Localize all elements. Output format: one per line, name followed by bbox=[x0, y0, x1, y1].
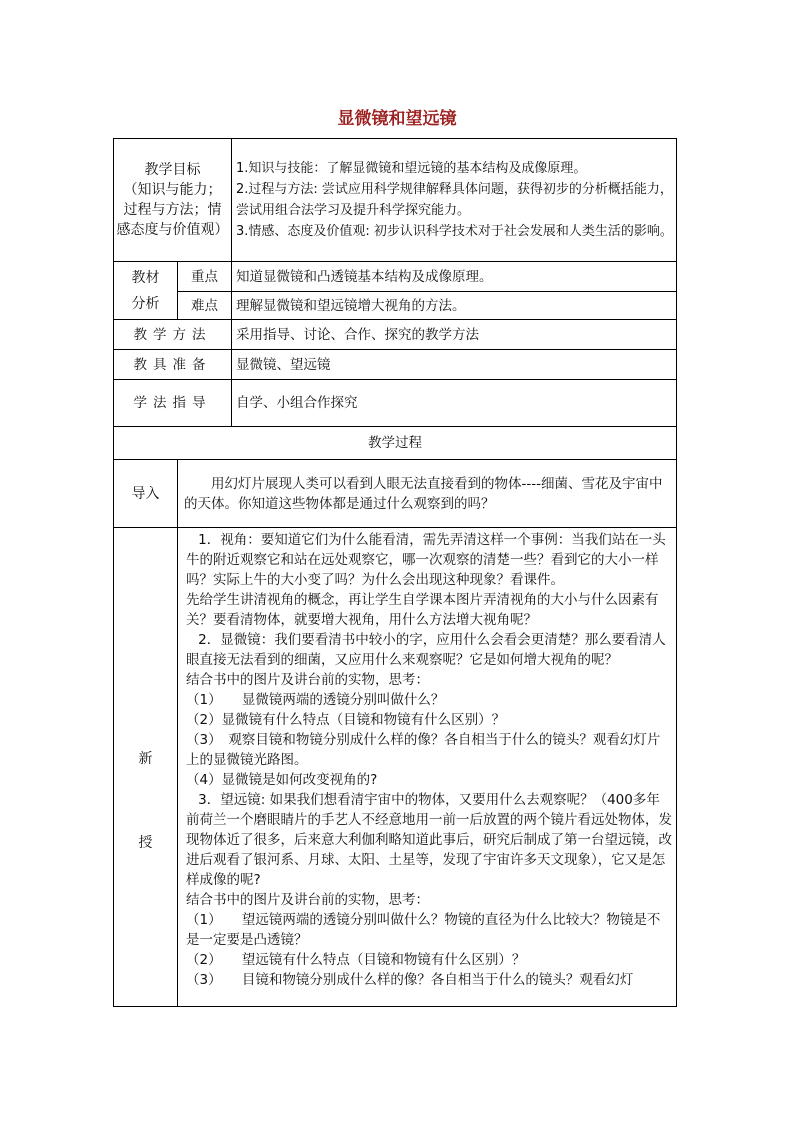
lesson-paragraph: （1） 显微镜两端的透镜分别叫做什么？ bbox=[186, 692, 445, 708]
study-label: 学法指导 bbox=[114, 380, 232, 427]
lesson-paragraph: 先给学生讲清视角的概念，再让学生自学课本图片弄清视角的大小与什么因素有关？要看清物体，就要增大视角，用什么方法增大视角呢？ bbox=[186, 592, 659, 628]
tools-row bbox=[114, 350, 677, 380]
new-lesson-label-top: 新 bbox=[138, 751, 153, 767]
analysis-key-row bbox=[114, 262, 677, 292]
method-row bbox=[114, 320, 677, 350]
lesson-paragraph: 结合书中的图片及讲台前的实物，思考： bbox=[186, 672, 429, 688]
lesson-paragraph: 3．望远镜: 如果我们想看清宇宙中的物体，又要用什么去观察呢？（400多年前荷兰一个磨眼睛片的手艺人不经意地用一前一后放置的两个镜片看远处物体，发现物体近了很多，后来意大利伽利略知道此事后，研究后制成了第一台望远镜，改进后观看了银河系、月球、太阳、土星等，发现了宇宙许多天文现象），它又是怎样成像的呢? bbox=[186, 792, 672, 888]
lesson-paragraph: 2．显微镜：我们要看清书中较小的字，应用什么会看会更清楚？那么要看清人眼直接无法看到的细菌，又应用什么来观察呢？它是如何增大视角的呢？ bbox=[186, 632, 666, 668]
objective-item: 3.情感、态度及价值观: 初步认识科学技术对于社会发展和人类生活的影响。 bbox=[236, 224, 673, 239]
method-text: 采用指导、讨论、合作、探究的教学方法 bbox=[232, 320, 677, 350]
intro-label: 导入 bbox=[114, 460, 178, 528]
objectives-label-line: 过程与方法；情 bbox=[123, 202, 222, 218]
study-text: 自学、小组合作探究 bbox=[232, 380, 677, 427]
process-header: 教学过程 bbox=[114, 427, 677, 460]
objectives-label-line: 感态度与价值观） bbox=[116, 222, 229, 238]
lesson-paragraph: （2）显微镜有什么特点（目镜和物镜有什么区别）？ bbox=[186, 712, 506, 728]
intro-text: 用幻灯片展现人类可以看到人眼无法直接看到的物体----细菌、雪花及宇宙中的天体。你知道这些物体都是通过什么观察到的吗？ bbox=[178, 460, 677, 528]
key-point-text: 知道显微镜和凸透镜基本结构及成像原理。 bbox=[232, 262, 677, 292]
objectives-label-line: 教学目标 bbox=[144, 162, 201, 178]
lesson-paragraph: 1．视角：要知道它们为什么能看清，需先弄清这样一个事例：当我们站在一头牛的附近观察它和站在远处观察它，哪一次观察的清楚一些？看到它的大小一样吗？实际上牛的大小变了吗？为什么会出现这种现象？看课件。 bbox=[186, 532, 666, 588]
study-row bbox=[114, 380, 677, 427]
new-lesson-row bbox=[114, 528, 677, 1007]
lesson-paragraph: （4）显微镜是如何改变视角的? bbox=[186, 772, 378, 788]
new-lesson-label-bottom: 授 bbox=[138, 835, 153, 851]
page-title: 显微镜和望远镜 bbox=[337, 109, 457, 129]
new-lesson-content bbox=[178, 528, 677, 1007]
objective-item: 1.知识与技能：了解显微镜和望远镜的基本结构及成像原理。 bbox=[236, 161, 587, 176]
lesson-paragraph: （1） 望远镜两端的透镜分别叫做什么？物镜的直径为什么比较大？物镜是不是一定要是凸透镜？ bbox=[186, 912, 661, 948]
lesson-paragraph: 结合书中的图片及讲台前的实物，思考： bbox=[186, 892, 429, 908]
objective-item: 2.过程与方法: 尝试应用科学规律解释具体问题，获得初步的分析概括能力，尝试用组合法学习及提升科学探究能力。 bbox=[236, 182, 673, 218]
objectives-label bbox=[114, 139, 232, 262]
lesson-paragraph: （2） 望远镜有什么特点（目镜和物镜有什么区别）？ bbox=[186, 952, 526, 968]
lesson-paragraph: （3） 观察目镜和物镜分别成什么样的像？各自相当于什么的镜头？观看幻灯片上的显微镜光路图。 bbox=[186, 732, 661, 768]
tools-text: 显微镜、望远镜 bbox=[232, 350, 677, 380]
new-lesson-label bbox=[114, 528, 178, 1007]
analysis-difficulty-row bbox=[114, 292, 677, 320]
key-point-label: 重点 bbox=[178, 262, 232, 292]
analysis-label: 教材分析 bbox=[114, 262, 178, 320]
objectives-content bbox=[232, 139, 677, 262]
process-header-row bbox=[114, 427, 677, 460]
lesson-paragraph: （3） 目镜和物镜分别成什么样的像？各自相当于什么的镜头？观看幻灯 bbox=[186, 972, 634, 988]
objectives-label-line: （知识与能力； bbox=[123, 182, 222, 198]
method-label: 教学方法 bbox=[114, 320, 232, 350]
objectives-row bbox=[114, 139, 677, 262]
difficulty-text: 理解显微镜和望远镜增大视角的方法。 bbox=[232, 292, 677, 320]
intro-row bbox=[114, 460, 677, 528]
tools-label: 教具准备 bbox=[114, 350, 232, 380]
difficulty-label: 难点 bbox=[178, 292, 232, 320]
lesson-plan-table bbox=[113, 138, 677, 1007]
